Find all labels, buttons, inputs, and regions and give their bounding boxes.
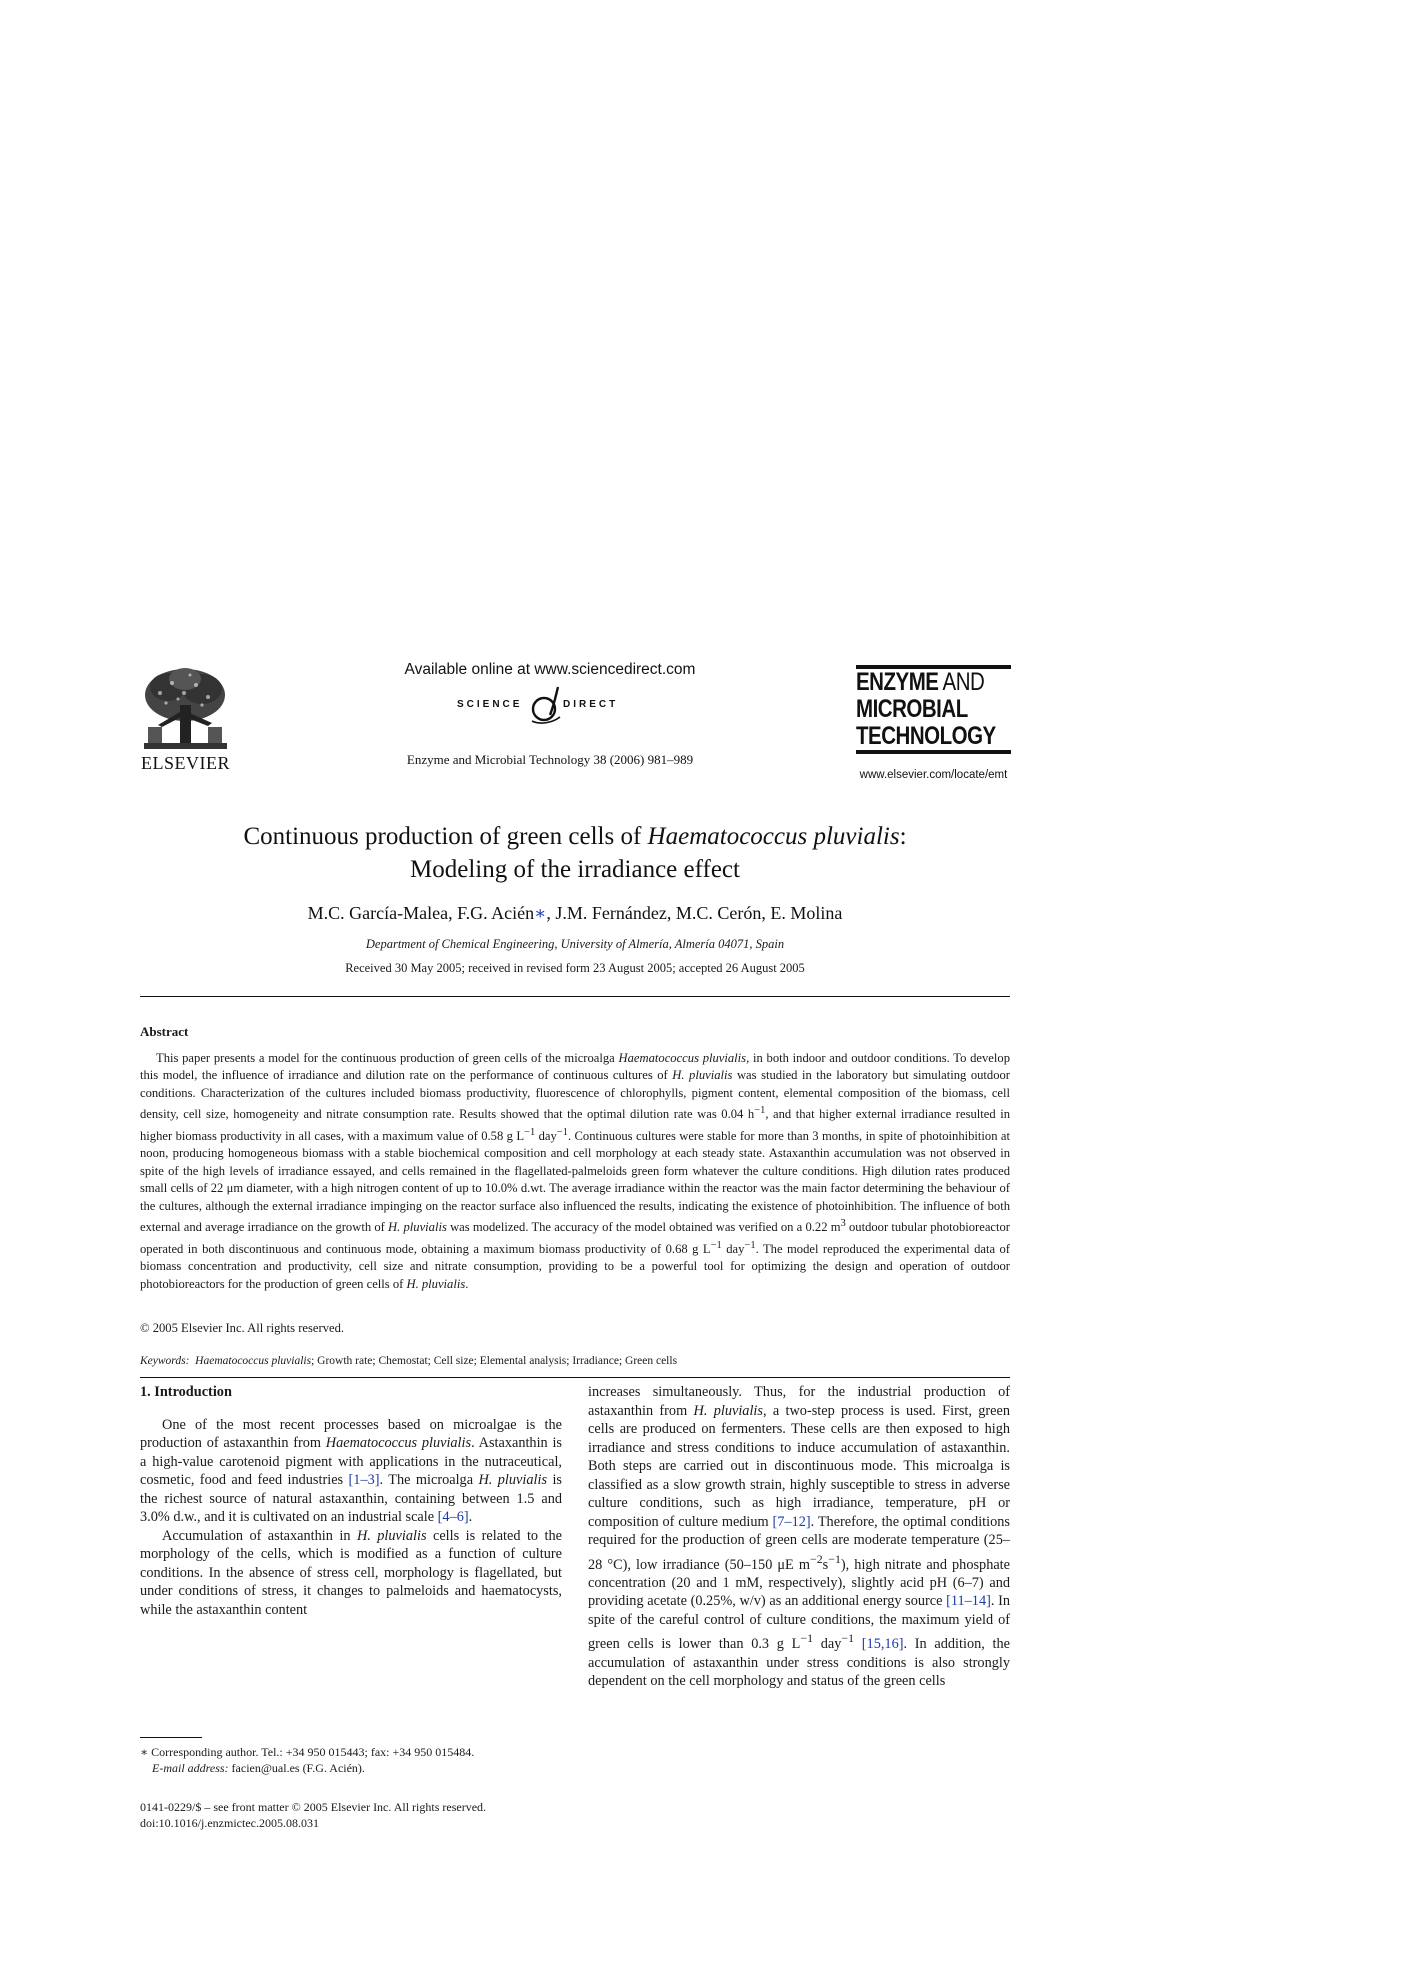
issn-doi: 0141-0229/$ – see front matter © 2005 Elsevier Inc. All rights reserved. doi:10.1016/j.enzmictec.2005.08.031 [140, 1799, 562, 1831]
author-list: M.C. García-Malea, F.G. Acién∗, J.M. Fernández, M.C. Cerón, E. Molina [307, 903, 843, 923]
sciencedirect-block [395, 661, 705, 725]
email-link[interactable]: facien@ual.es (F.G. Acién). [228, 1761, 365, 1775]
sciencedirect-logo [395, 685, 705, 725]
elsevier-tree-icon [138, 665, 233, 753]
citation-link[interactable]: [11–14] [946, 1593, 991, 1610]
doi-link[interactable]: doi:10.1016/j.enzmictec.2005.08.031 [140, 1816, 319, 1830]
journal-logo-rule-bottom [856, 750, 1011, 754]
abstract-heading: Abstract [140, 1024, 189, 1039]
journal-citation: Enzyme and Microbial Technology 38 (2006) 981–989 [406, 752, 694, 767]
journal-url[interactable]: www.elsevier.com/locate/emt [859, 769, 1008, 781]
journal-logo-line1: ENZYME AND [856, 668, 985, 696]
journal-logo-line3: TECHNOLOGY [856, 722, 996, 750]
keywords: Keywords: Haematococcus pluvialis; Growth rate; Chemostat; Cell size; Elemental analysis; Irradiance; Green cells [140, 1355, 678, 1367]
abstract-text: This paper presents a model for the continuous production of green cells of the microalga Haematococcus pluvialis, in both indoor and outdoor conditions. To develop this model, the influence of irradiance and dilution rate on the performance of continuous cultures of H. pluvialis was studied in the laboratory but simulating outdoor conditions. Characterization of the cultures included biomass productivity, fluorescence of chlorophylls, pigment content, elemental composition of the biomass, cell density, cell size, homogeneity and nitrate consumption rate. Results showed that the optimal dilution rate was 0.04 $h^{-1}$, and that higher external irradiance resulted in higher biomass productivity in all cases, with a maximum value of 0.58 g $L^{-1}$ day$^{-1}$. Continuous cultures were stable for more than 3 months, in spite of photoinhibition at noon, producing homogeneous biomass with a stable biochemical composition and cell morphology at each steady state. Astaxanthin accumulation was not observed in spite of the high levels of irradiance essayed, and cells remained in the flagellated-palmeloids green form whatever the culture conditions. High dilution rates produced small cells of 22 μm diameter, with a high nitrogen content of up to 10.0% d.wt. The average irradiance within the reactor was the main factor determining the behaviour of the cultures, although the external irradiance impinging on the reactor surface also influenced the results, indicating the existence of photoinhibition. The influence of both external and average irradiance on the growth of H. pluvialis was modelized. The accuracy of the model obtained was verified on a 0.22 $m^3$ outdoor tubular photobioreactor operated in both discontinuous and continuous mode, obtaining a maximum biomass productivity of 0.68 g $L^{-1}$ day$^{-1}$. The model reproduced the experimental data of biomass concentration and productivity, cell size and nitrate consumption, providing to be a powerful tool for optimizing the design and operation of outdoor photobioreactors for the production of green cells of H. pluvialis. [140, 1051, 1011, 1291]
citation-link[interactable]: [7–12] [772, 1513, 811, 1530]
abstract-top-rule [140, 996, 1010, 997]
available-online-text: Available online at www.sciencedirect.com [404, 661, 696, 678]
body-column-right [588, 1383, 1010, 1691]
intro-paragraph-1: One of the most recent processes based on microalgae is the production of astaxanthin from Haematococcus pluvialis. Astaxanthin is a high-value carotenoid pigment with applications in the nutraceutical, cosmetic, food and feed industries [1–3]. The microalga H. pluvialis is the richest source of natural astaxanthin, containing between 1.5 and 3.0% d.w., and it is cultivated on an industrial scale [4–6]. [140, 1416, 562, 1525]
journal-logo [856, 665, 1011, 754]
affiliation: Department of Chemical Engineering, University of Almería, Almería 04071, Spain [365, 937, 785, 951]
sd-direct-word: DIRECT [563, 699, 619, 710]
citation-link[interactable]: [4–6] [437, 1509, 469, 1525]
citation-link[interactable]: [15,16] [861, 1636, 904, 1653]
body-column-left [140, 1383, 562, 1619]
footnote-rule [140, 1737, 202, 1738]
elsevier-wordmark: ELSEVIER [141, 753, 230, 773]
intro-paragraph-2-continued: increases simultaneously. Thus, for the industrial production of astaxanthin from H. pluvialis, a two-step process is used. First, green cells are produced on fermenters. These cells are then exposed to high irradiance and stress conditions to induce accumulation of astaxanthin. Both steps are carried out in discontinuous mode. This microalga is classified as a slow growth strain, highly susceptible to stress in adverse culture conditions, such as high irradiance, temperature, pH or composition of culture medium [7–12]. Therefore, the optimal conditions required for the production of green cells are moderate temperature (25–28 °C), low irradiance (50–150 μE $m^{-2}s^{-1}$), high nitrate and phosphate concentration (20 and 1 mM, respectively), slightly acid pH (6–7) and providing acetate (0.25%, w/v) as an additional energy source [11–14]. In spite of the careful control of culture conditions, the maximum yield of green cells is lower than 0.3 g $L^{-1}$ day$^{-1}$ [15,16]. In addition, the accumulation of astaxanthin under stress conditions is also strongly dependent on the cell morphology and status of the green cells [588, 1384, 1011, 1690]
corresponding-author-footnote: ∗ Corresponding author. Tel.: +34 950 015443; fax: +34 950 015484. E-mail address: facien@ual.es (F.G. Acién). [140, 1745, 475, 1775]
body-top-rule [140, 1377, 1010, 1378]
article-title: Continuous production of green cells of Haematococcus pluvialis: Modeling of the irradiance effect [243, 823, 907, 883]
intro-paragraph-2: Accumulation of astaxanthin in H. pluvialis cells is related to the morphology of the cells, which is modified as a function of culture conditions. In the absence of stress cell, morphology is flagellated, but under conditions of stress, it changes to palmeloids and haematocysts, while the astaxanthin content [140, 1527, 562, 1618]
journal-logo-line2: MICROBIAL [856, 695, 968, 723]
sciencedirect-d-icon [528, 685, 564, 725]
sd-science-word: SCIENCE [457, 699, 523, 710]
corresponding-author-link[interactable]: ∗ [534, 903, 547, 923]
abstract-copyright: © 2005 Elsevier Inc. All rights reserved. [140, 1321, 345, 1335]
received-dates: Received 30 May 2005; received in revised form 23 August 2005; accepted 26 August 2005 [345, 961, 805, 975]
section-heading-introduction: 1. Introduction [140, 1384, 232, 1400]
citation-link[interactable]: [1–3] [348, 1472, 380, 1488]
elsevier-logo [138, 665, 233, 773]
